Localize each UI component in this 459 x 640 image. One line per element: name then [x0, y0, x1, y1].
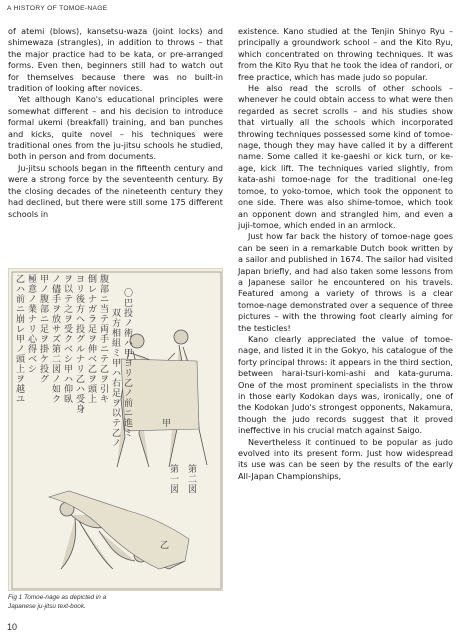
page-number: 10: [7, 622, 18, 632]
running-head: A HISTORY OF TOMOE-NAGE: [7, 5, 108, 12]
caption-line: Fig 1 Tomoe-nage as depicted in a: [8, 594, 107, 601]
figure-text-col: 甲ノ腹部ニ足ヲ掛ケ投グ: [39, 275, 49, 385]
figure-text-col: 双方相組ミ甲ハ右足ヲ以テ乙ノ: [111, 309, 121, 449]
paragraph: He also read the scrolls of other schools – whenever he could obtain access to what were then regarded as secret scrolls – and his studies show that virtually all the schools which incorporated throwing techniques possessed some kind of tomoe-nage, though they may have called it by a different name. Some called it ke-gaeshi or kick turn, or ke-age, kick lift. The techniques varied slightly, from kata-ashi tomoe-nage for the traditional one-leg tomoe, to yoko-tomoe, which took the opponent to one side. There was also shime-tomoe, which took an opponent down and strangled him, and even a juji-tomoe, which ended in an armlock.: [238, 83, 453, 230]
paragraph: Kano clearly appreciated the value of tomoe-nage, and listed it in the Gokyo, his catalogue of the forty principal throws: it appears in the third section, between harai-tsuri-komi-ashi and kata-guruma. One of the most prominent specialists in the throw in those early Kodokan days was, ironically, one of the Kodokan Judo's strongest opponents, Nakamura, though the judo records suggest that it proved ineffective in his crucial match against Saigo.: [238, 333, 453, 436]
figure-caption: [8, 594, 223, 611]
figure-label-ko: 甲: [161, 419, 171, 429]
figure-text-col: ノ儘手ヲ放サズ第二図ノ如ク: [51, 275, 61, 405]
right-text-column: [238, 26, 453, 482]
figure-text-col: 極意ノ業ナリ心得ベシ: [27, 275, 37, 375]
figure-text-col: ヲ以テ之ヲ受クベシ甲ハ仰臥: [63, 275, 73, 405]
figure-label-otsu: 乙: [159, 541, 169, 551]
caption-line: Japanese ju-jitsu text-book.: [8, 602, 86, 610]
paragraph: Yet although Kano's educational principles were somewhat different – and his decision to introduce formal ukemi (breakfall) training, and ban punches and kicks, quite novel – his techniques were traditional ones from the ju-jitsu schools he studied, both in person and from documents.: [8, 94, 223, 162]
figure-label-1: 第一図: [169, 465, 179, 495]
left-text-column: [8, 26, 223, 220]
paragraph: existence. Kano studied at the Tenjin Shinyo Ryu – principally a groundwork school – and the Kito Ryu, which concentrated on throwing techniques. It was from the Kito Ryu that he took the idea of randori, or free practice, which has made judo so popular.: [238, 26, 453, 82]
paragraph: of atemi (blows), kansetsu-waza (joint locks) and shimewaza (strangles), in addition to throws – that the major practice had to be kata, or pre-arranged forms. Even then, beginners still had to watch out for themselves because there was no built-in tradition of looking after novices.: [8, 26, 223, 94]
figure-text-col: 乙ハ前ニ崩レ甲ノ頭上ヲ越ユ: [15, 275, 25, 405]
figure-illustration: [8, 268, 223, 591]
figure-text-col: 倒レナガラ足ヲ伸ベ乙ヲ頭上: [87, 275, 97, 405]
paragraph: Just how far back the history of tomoe-nage goes can be seen in a remarkable Dutch book written by a sailor and published in 1674. The sailor had visited Japan briefly, and had also taken some lessons from a Japanese sailor he encountered on his travels. Featured among a variety of throws is a clear tomoe-nage demonstrated over a sequence of three pictures – with the throwing foot clearly aiming for the testicles!: [238, 231, 453, 333]
figure-label-2: 第二図: [187, 465, 197, 495]
paragraph: Nevertheless it continued to be popular as judo evolved into its present form. Just how widespread its use was can be seen by the results of the early All-Japan Championships,: [238, 436, 453, 481]
throw-figures: [49, 491, 189, 569]
paragraph: Ju-jitsu schools began in the fifteenth century and were a strong force by the seventeenth century. By the closing decades of the nineteenth century they had declined, but there were still some 175 different schools in: [8, 162, 223, 219]
figure-text-col: 腹部ニ当テ両手ニテ乙ヲ引キ: [99, 275, 109, 405]
figure-text-col: ヨリ後方ヘ投グルナリ乙ハ受身: [75, 275, 85, 415]
figure-text-col: 〇巴投ノ術ハ甲ヨリ乙ノ前ニ進ミ: [123, 289, 133, 439]
